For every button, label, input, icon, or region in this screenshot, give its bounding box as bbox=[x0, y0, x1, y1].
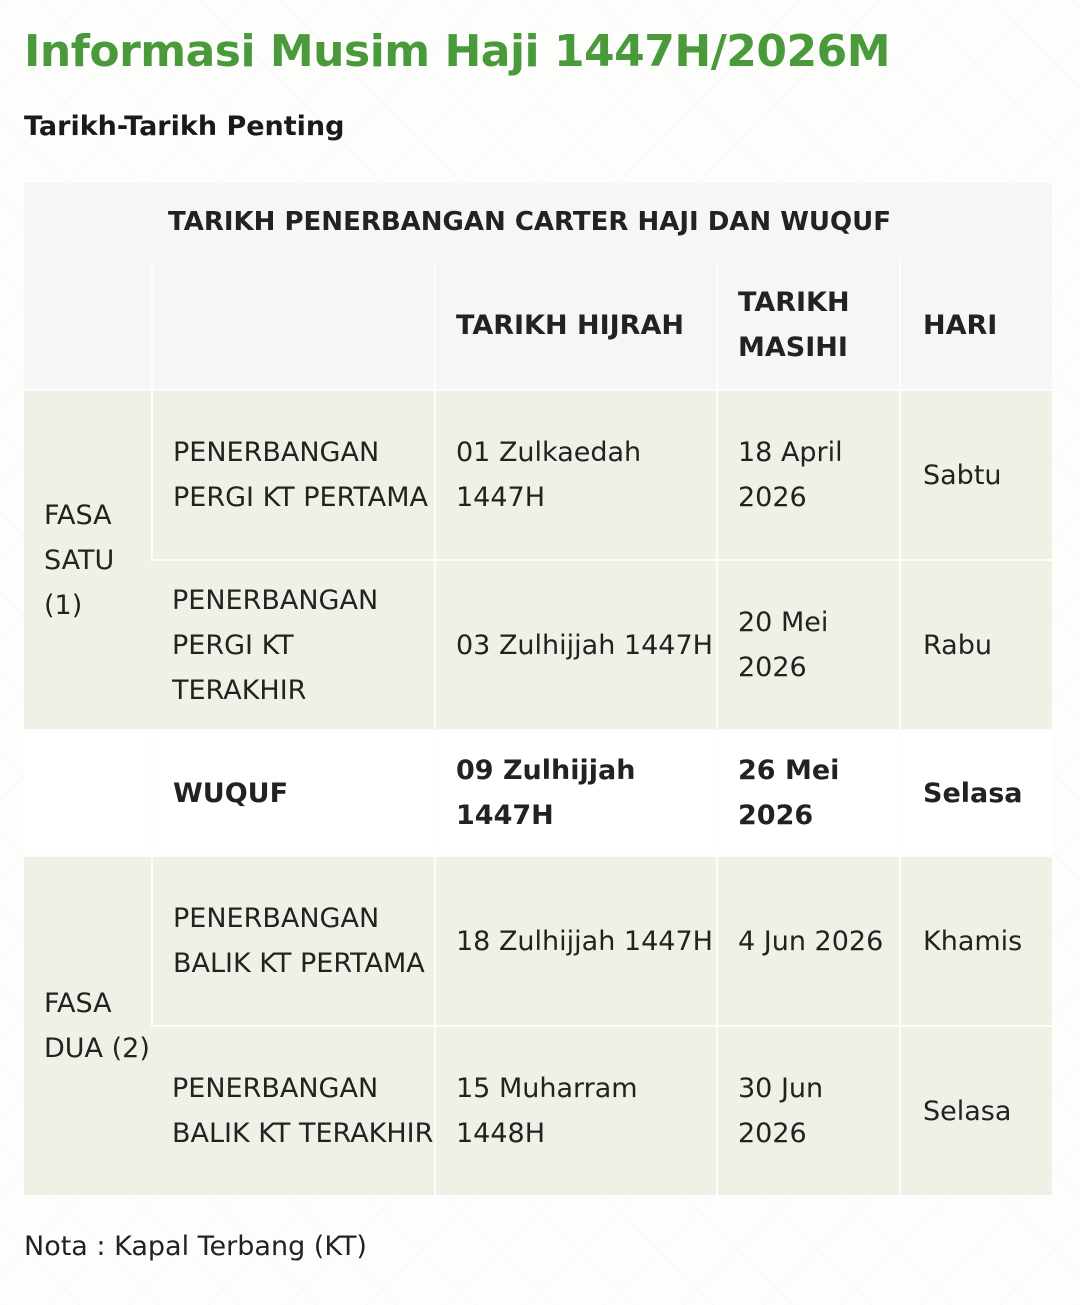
masihi-cell: 18 April 2026 bbox=[717, 390, 900, 560]
event-cell: PENERBANGAN PERGI KT TERAKHIR bbox=[152, 560, 435, 730]
section-subtitle: Tarikh-Tarikh Penting bbox=[24, 111, 345, 142]
column-header-row bbox=[24, 261, 1052, 390]
footnote: Nota : Kapal Terbang (KT) bbox=[24, 1231, 367, 1262]
hijrah-cell: 01 Zulkaedah 1447H bbox=[435, 390, 717, 560]
column-header-hijrah: TARIKH HIJRAH bbox=[435, 261, 717, 390]
event-cell: PENERBANGAN BALIK KT PERTAMA bbox=[152, 856, 435, 1026]
masihi-cell: 20 Mei 2026 bbox=[717, 560, 900, 730]
masihi-cell: 30 Jun 2026 bbox=[717, 1026, 900, 1195]
hijrah-cell: 15 Muharram 1448H bbox=[435, 1026, 717, 1195]
column-header-blank bbox=[24, 261, 152, 390]
table-row-wuquf bbox=[24, 730, 1052, 856]
column-header-masihi: TARIKH MASIHI bbox=[717, 261, 900, 390]
flight-schedule-table bbox=[24, 183, 1052, 1195]
day-cell: Khamis bbox=[900, 856, 1052, 1026]
day-cell: Sabtu bbox=[900, 390, 1052, 560]
column-header-hari: HARI bbox=[900, 261, 1052, 390]
hijrah-cell: 18 Zulhijjah 1447H bbox=[435, 856, 717, 1026]
day-cell: Rabu bbox=[900, 560, 1052, 730]
table-row bbox=[24, 390, 1052, 560]
event-cell: PENERBANGAN BALIK KT TERAKHIR bbox=[152, 1026, 435, 1195]
event-cell: WUQUF bbox=[152, 730, 435, 856]
event-cell: PENERBANGAN PERGI KT PERTAMA bbox=[152, 390, 435, 560]
table-caption: TARIKH PENERBANGAN CARTER HAJI DAN WUQUF bbox=[24, 183, 1052, 261]
phase-label: FASA SATU (1) bbox=[24, 390, 152, 730]
phase-blank bbox=[24, 730, 152, 856]
table-row bbox=[24, 560, 1052, 730]
phase-label: FASA DUA (2) bbox=[24, 856, 152, 1195]
table-row bbox=[24, 1026, 1052, 1195]
hijrah-cell: 09 Zulhijjah 1447H bbox=[435, 730, 717, 856]
table-row bbox=[24, 856, 1052, 1026]
masihi-cell: 26 Mei 2026 bbox=[717, 730, 900, 856]
hijrah-cell: 03 Zulhijjah 1447H bbox=[435, 560, 717, 730]
masihi-cell: 4 Jun 2026 bbox=[717, 856, 900, 1026]
page-title: Informasi Musim Haji 1447H/2026M bbox=[24, 26, 891, 77]
day-cell: Selasa bbox=[900, 1026, 1052, 1195]
column-header-blank bbox=[152, 261, 435, 390]
day-cell: Selasa bbox=[900, 730, 1052, 856]
table-caption-row bbox=[24, 183, 1052, 261]
